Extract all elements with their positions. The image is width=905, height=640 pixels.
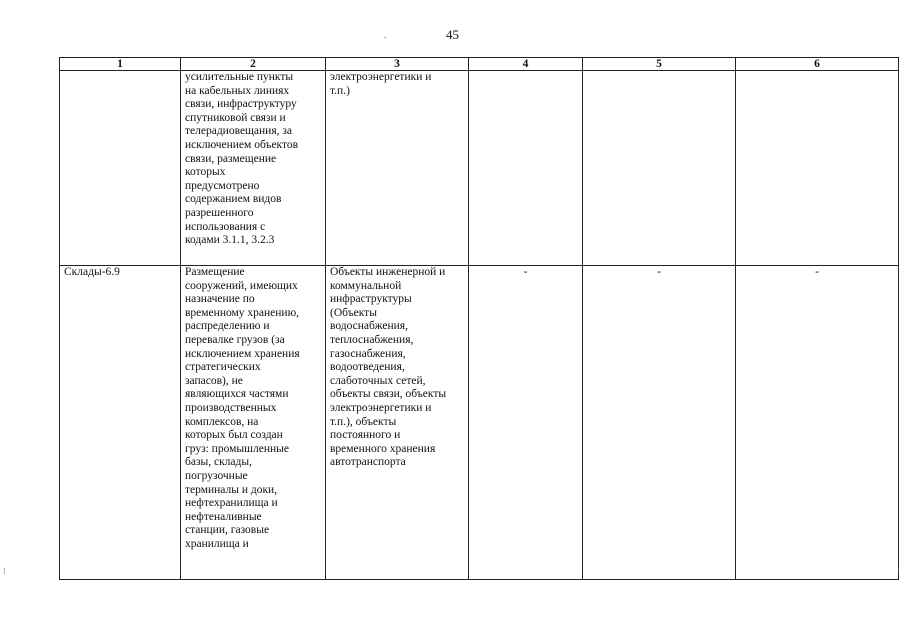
cell-value: - — [523, 266, 528, 278]
cell-text-line: Объекты инженерной и — [330, 266, 446, 278]
cell-text-line: комплексов, на — [185, 415, 259, 428]
cell-text-line: Размещение — [185, 266, 245, 278]
cell-text-line: содержанием видов — [185, 193, 282, 206]
land-use-table — [59, 57, 899, 580]
cell-text-line: инфраструктуры — [330, 293, 412, 306]
cell-text-line: терминалы и доки, — [185, 483, 278, 496]
cell-text-line: погрузочные — [185, 469, 248, 482]
cell-text-line: распределению и — [185, 320, 270, 333]
cell-text-line: Склады-6.9 — [64, 266, 120, 278]
cell-text-line: т.п.), объекты — [330, 415, 397, 428]
left-edge-mark: ⁝ — [3, 566, 6, 576]
table-cell-col2 — [181, 71, 326, 266]
cell-text-line: сооружений, имеющих — [185, 279, 298, 292]
cell-text-line: базы, склады, — [185, 456, 252, 469]
table-cell-col6 — [736, 266, 899, 580]
cell-text-line: электроэнергетики и — [330, 401, 432, 414]
cell-text-line: станции, газовые — [185, 524, 270, 537]
cell-text-line: нефтехранилища и — [185, 497, 278, 510]
stray-mark: . — [384, 30, 387, 41]
cell-text-line: объекты связи, объекты — [330, 388, 447, 401]
cell-text-line: запасов), не — [185, 374, 243, 387]
cell-text-line: коммунальной — [330, 279, 402, 292]
table-cell-col1 — [60, 266, 181, 580]
cell-text-line: разрешенного — [185, 206, 254, 219]
column-header-6: 6 — [736, 58, 899, 71]
cell-text-line: исключением объектов — [185, 138, 299, 151]
cell-text-line: кодами 3.1.1, 3.2.3 — [185, 234, 275, 247]
table-cell-col3 — [326, 71, 469, 266]
cell-text-line: временного хранения — [330, 442, 436, 455]
column-header-1: 1 — [60, 58, 181, 71]
cell-text-line: хранилища и — [185, 537, 249, 550]
table-body — [60, 71, 899, 580]
cell-text-line: усилительные пункты — [185, 71, 294, 83]
table-cell-col2 — [181, 266, 326, 580]
cell-text-line: слаботочных сетей, — [330, 374, 426, 387]
cell-value: - — [657, 266, 661, 278]
cell-text-line: спутниковой связи и — [185, 111, 286, 124]
table-cell-col4 — [469, 71, 583, 266]
table-cell-col5 — [583, 266, 736, 580]
cell-text-line: стратегических — [185, 361, 261, 374]
column-header-2: 2 — [181, 58, 326, 71]
table-header-row — [60, 58, 899, 71]
cell-text-line: газоснабжения, — [330, 347, 406, 360]
column-header-5: 5 — [583, 58, 736, 71]
cell-text-line: на кабельных линиях — [185, 84, 290, 97]
cell-text-line: производственных — [185, 401, 277, 414]
cell-text-line: перевалке грузов (за — [185, 333, 285, 346]
cell-text-line: назначение по — [185, 293, 255, 306]
table-row — [60, 266, 899, 580]
cell-text-line: т.п.) — [330, 84, 350, 97]
table-row — [60, 71, 899, 266]
column-header-3: 3 — [326, 58, 469, 71]
cell-text-line: автотранспорта — [330, 456, 406, 469]
table-cell-col3 — [326, 266, 469, 580]
cell-text-line: которых был создан — [185, 429, 283, 442]
cell-text-line: (Объекты — [330, 306, 377, 319]
cell-text-line: использования с — [185, 220, 266, 233]
cell-text-line: груз: промышленные — [185, 442, 289, 455]
cell-text-line: постоянного и — [330, 429, 401, 442]
cell-text-line: электроэнергетики и — [330, 71, 432, 83]
cell-text-line: водоснабжения, — [330, 320, 408, 333]
table-cell-col6 — [736, 71, 899, 266]
cell-text-line: телерадиовещания, за — [185, 125, 293, 138]
table-cell-col1 — [60, 71, 181, 266]
cell-text-line: являющихся частями — [185, 388, 289, 401]
cell-text-line: водоотведения, — [330, 361, 405, 374]
cell-text-line: исключением хранения — [185, 347, 300, 360]
right-edge-mark: ⁝ — [897, 566, 900, 576]
cell-text-line: временному хранению, — [185, 306, 300, 319]
table-cell-col5 — [583, 71, 736, 266]
cell-text-line: связи, размещение — [185, 152, 277, 165]
page-number: 45 — [446, 27, 459, 42]
cell-text-line: предусмотрено — [185, 179, 260, 192]
cell-text-line: нефтеналивные — [185, 510, 262, 523]
cell-text-line: теплоснабжения, — [330, 333, 414, 346]
table-cell-col4 — [469, 266, 583, 580]
cell-text-line: которых — [185, 166, 226, 179]
cell-text-line: связи, инфраструктуру — [185, 98, 297, 111]
column-header-4: 4 — [469, 58, 583, 71]
cell-value: - — [815, 266, 819, 278]
